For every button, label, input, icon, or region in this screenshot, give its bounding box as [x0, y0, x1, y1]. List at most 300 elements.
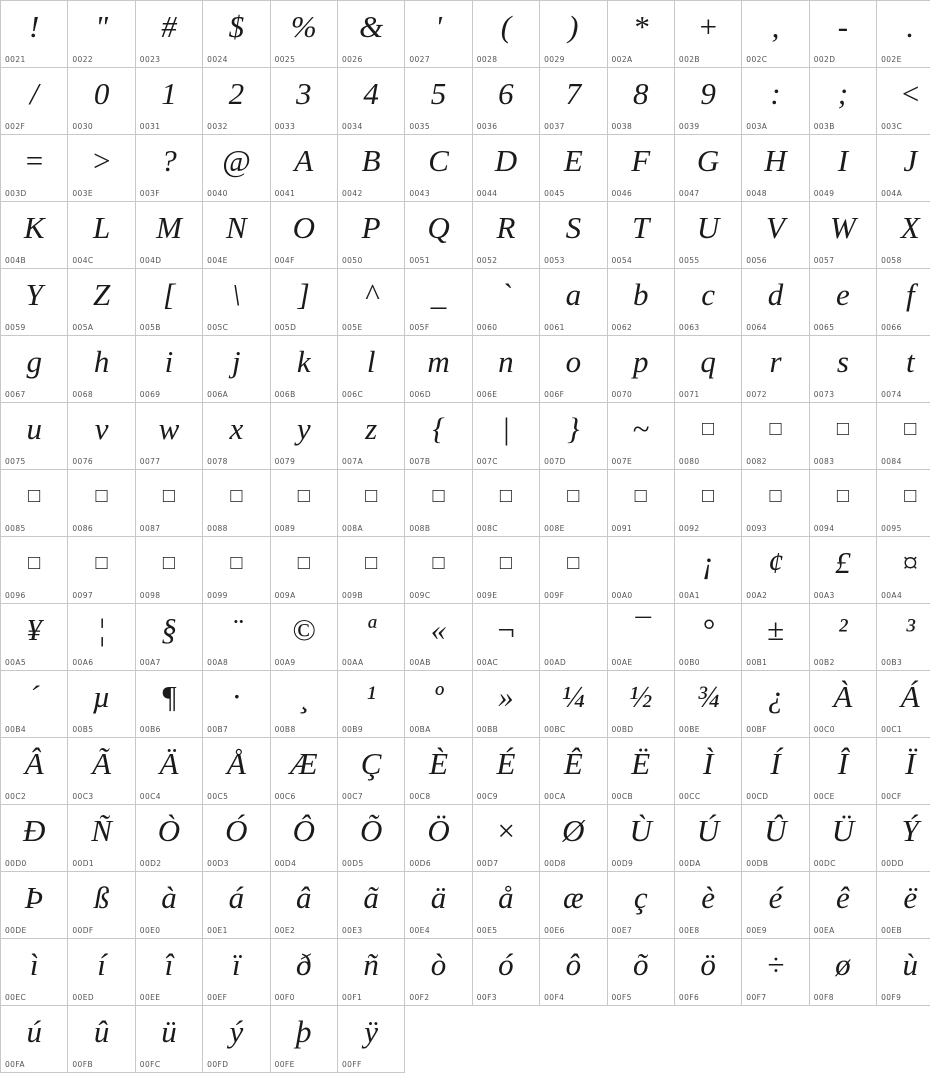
glyph-cell[interactable] [674, 135, 741, 202]
glyph-cell[interactable] [472, 738, 539, 805]
glyph-sample: V [742, 204, 808, 252]
glyph-codepoint: 00E2 [275, 926, 296, 935]
glyph-cell[interactable] [135, 1006, 202, 1073]
glyph-cell[interactable] [68, 738, 135, 805]
glyph-cell[interactable] [674, 604, 741, 671]
glyph-codepoint: 00B8 [275, 725, 296, 734]
glyph-sample: Ñ [68, 807, 134, 855]
glyph-sample: ¡ [675, 539, 741, 587]
glyph-cell[interactable] [742, 872, 809, 939]
glyph-cell[interactable] [607, 68, 674, 135]
glyph-cell[interactable] [270, 68, 337, 135]
glyph-cell[interactable] [270, 1006, 337, 1073]
glyph-cell[interactable] [540, 135, 607, 202]
glyph-cell[interactable] [68, 805, 135, 872]
glyph-sample: 1 [136, 70, 202, 118]
glyph-cell[interactable] [270, 671, 337, 738]
glyph-cell[interactable] [68, 68, 135, 135]
glyph-codepoint: 0034 [342, 122, 363, 131]
glyph-sample: º [405, 673, 471, 721]
glyph-cell[interactable] [540, 68, 607, 135]
glyph-sample: = [1, 137, 67, 185]
glyph-cell[interactable] [135, 738, 202, 805]
glyph-cell[interactable] [877, 68, 930, 135]
glyph-sample: F [608, 137, 674, 185]
glyph-cell[interactable] [68, 1, 135, 68]
glyph-cell[interactable] [1, 805, 68, 872]
glyph-cell[interactable] [68, 872, 135, 939]
glyph-cell[interactable] [472, 202, 539, 269]
glyph-cell[interactable] [203, 1006, 270, 1073]
glyph-sample: â [271, 874, 337, 922]
glyph-cell[interactable] [1, 1006, 68, 1073]
glyph-cell[interactable] [540, 872, 607, 939]
glyph-cell[interactable] [203, 671, 270, 738]
glyph-cell[interactable] [809, 671, 876, 738]
notdef-box-icon: □ [405, 539, 471, 587]
glyph-codepoint: 009A [275, 591, 296, 600]
glyph-cell[interactable] [674, 939, 741, 1006]
glyph-cell[interactable] [405, 68, 472, 135]
glyph-cell[interactable] [337, 68, 404, 135]
glyph-cell[interactable] [270, 1, 337, 68]
glyph-cell[interactable] [203, 939, 270, 1006]
glyph-cell[interactable] [337, 738, 404, 805]
glyph-cell[interactable] [742, 671, 809, 738]
glyph-cell[interactable] [337, 470, 404, 537]
glyph-cell[interactable] [472, 537, 539, 604]
glyph-row [1, 805, 930, 872]
glyph-codepoint: 0078 [207, 457, 228, 466]
glyph-cell[interactable] [405, 470, 472, 537]
glyph-cell[interactable] [405, 939, 472, 1006]
glyph-cell[interactable] [809, 403, 876, 470]
glyph-cell[interactable] [674, 872, 741, 939]
notdef-box-icon: □ [136, 539, 202, 587]
glyph-cell[interactable] [68, 604, 135, 671]
glyph-sample: Õ [338, 807, 404, 855]
glyph-codepoint: 0093 [746, 524, 767, 533]
glyph-cell[interactable] [877, 939, 930, 1006]
glyph-cell[interactable] [337, 1, 404, 68]
glyph-cell[interactable] [405, 604, 472, 671]
glyph-sample: a [540, 271, 606, 319]
glyph-cell[interactable] [607, 470, 674, 537]
glyph-cell[interactable] [877, 1, 930, 68]
glyph-codepoint: 0089 [275, 524, 296, 533]
glyph-cell[interactable] [809, 738, 876, 805]
glyph-codepoint: 00BC [544, 725, 565, 734]
glyph-cell[interactable] [877, 336, 930, 403]
glyph-cell[interactable] [809, 537, 876, 604]
glyph-cell[interactable] [270, 135, 337, 202]
glyph-cell[interactable] [742, 738, 809, 805]
glyph-codepoint: 00D1 [72, 859, 94, 868]
glyph-cell[interactable] [135, 537, 202, 604]
glyph-cell[interactable] [337, 336, 404, 403]
glyph-sample: Z [68, 271, 134, 319]
glyph-cell[interactable] [472, 805, 539, 872]
glyph-cell[interactable] [337, 269, 404, 336]
glyph-cell[interactable] [809, 269, 876, 336]
glyph-sample: Å [203, 740, 269, 788]
glyph-cell[interactable] [877, 269, 930, 336]
glyph-cell[interactable] [68, 135, 135, 202]
glyph-cell[interactable] [203, 135, 270, 202]
glyph-cell[interactable] [809, 135, 876, 202]
glyph-cell[interactable] [607, 403, 674, 470]
glyph-cell[interactable] [405, 269, 472, 336]
glyph-sample: t [877, 338, 930, 386]
glyph-cell[interactable] [472, 470, 539, 537]
glyph-cell[interactable] [1, 738, 68, 805]
glyph-cell[interactable] [809, 604, 876, 671]
glyph-cell[interactable] [674, 805, 741, 872]
glyph-sample: D [473, 137, 539, 185]
notdef-box-icon: □ [473, 472, 539, 520]
glyph-cell[interactable] [607, 135, 674, 202]
glyph-cell[interactable] [472, 604, 539, 671]
glyph-sample: ¦ [68, 606, 134, 654]
glyph-cell[interactable] [742, 805, 809, 872]
glyph-cell[interactable] [405, 671, 472, 738]
glyph-cell[interactable] [472, 336, 539, 403]
glyph-cell[interactable] [809, 470, 876, 537]
glyph-cell[interactable] [607, 805, 674, 872]
glyph-sample: ¼ [540, 673, 606, 721]
glyph-cell[interactable] [540, 537, 607, 604]
glyph-cell[interactable] [203, 872, 270, 939]
glyph-cell[interactable] [135, 68, 202, 135]
glyph-cell[interactable] [135, 135, 202, 202]
glyph-cell[interactable] [472, 403, 539, 470]
glyph-cell[interactable] [540, 671, 607, 738]
notdef-box-icon: □ [203, 539, 269, 587]
glyph-cell[interactable] [877, 872, 930, 939]
glyph-cell[interactable] [405, 1, 472, 68]
glyph-cell[interactable] [270, 872, 337, 939]
glyph-sample: ú [1, 1008, 67, 1056]
glyph-cell[interactable] [674, 738, 741, 805]
glyph-cell[interactable] [674, 671, 741, 738]
glyph-cell[interactable] [742, 939, 809, 1006]
glyph-sample: ! [1, 3, 67, 51]
glyph-sample: Ê [540, 740, 606, 788]
glyph-codepoint: 0040 [207, 189, 228, 198]
glyph-codepoint: 007B [409, 457, 430, 466]
glyph-cell[interactable] [1, 537, 68, 604]
glyph-cell[interactable] [68, 269, 135, 336]
glyph-cell[interactable] [270, 470, 337, 537]
glyph-cell[interactable] [742, 68, 809, 135]
glyph-cell[interactable] [135, 604, 202, 671]
glyph-codepoint: 0057 [814, 256, 835, 265]
glyph-cell[interactable] [472, 939, 539, 1006]
glyph-cell[interactable] [809, 1, 876, 68]
glyph-sample: È [405, 740, 471, 788]
glyph-cell[interactable] [877, 805, 930, 872]
glyph-row [1, 872, 930, 939]
glyph-cell[interactable] [809, 805, 876, 872]
glyph-sample: e [810, 271, 876, 319]
glyph-cell[interactable] [540, 470, 607, 537]
glyph-codepoint: 00E6 [544, 926, 565, 935]
glyph-sample: £ [810, 539, 876, 587]
glyph-cell[interactable] [607, 336, 674, 403]
glyph-cell[interactable] [742, 470, 809, 537]
glyph-cell[interactable] [877, 403, 930, 470]
glyph-cell[interactable] [135, 470, 202, 537]
glyph-cell[interactable] [540, 202, 607, 269]
glyph-cell[interactable] [674, 336, 741, 403]
glyph-codepoint: 0022 [72, 55, 93, 64]
glyph-codepoint: 0087 [140, 524, 161, 533]
glyph-cell[interactable] [472, 671, 539, 738]
glyph-cell[interactable] [68, 470, 135, 537]
glyph-cell[interactable] [68, 336, 135, 403]
glyph-codepoint: 00FF [342, 1060, 362, 1069]
glyph-cell[interactable] [1, 403, 68, 470]
glyph-cell[interactable] [405, 738, 472, 805]
glyph-sample: 6 [473, 70, 539, 118]
glyph-cell[interactable] [337, 135, 404, 202]
glyph-cell[interactable] [337, 805, 404, 872]
glyph-cell[interactable] [809, 202, 876, 269]
glyph-sample: ° [675, 606, 741, 654]
glyph-cell[interactable] [337, 604, 404, 671]
glyph-cell[interactable] [337, 537, 404, 604]
glyph-cell[interactable] [877, 738, 930, 805]
glyph-sample: B [338, 137, 404, 185]
glyph-cell[interactable] [472, 68, 539, 135]
glyph-cell[interactable] [270, 604, 337, 671]
glyph-sample: ± [742, 606, 808, 654]
glyph-cell[interactable] [270, 537, 337, 604]
glyph-cell[interactable] [607, 202, 674, 269]
glyph-cell[interactable] [337, 872, 404, 939]
glyph-codepoint: 00C6 [275, 792, 296, 801]
glyph-cell[interactable] [472, 269, 539, 336]
glyph-cell[interactable] [742, 135, 809, 202]
glyph-cell[interactable] [607, 671, 674, 738]
glyph-sample: 9 [675, 70, 741, 118]
glyph-cell[interactable] [1, 939, 68, 1006]
glyph-cell[interactable] [337, 1006, 404, 1073]
glyph-codepoint: 00B3 [881, 658, 902, 667]
glyph-sample: ð [271, 941, 337, 989]
glyph-cell[interactable] [877, 202, 930, 269]
glyph-cell[interactable] [472, 1, 539, 68]
glyph-codepoint: 009E [477, 591, 498, 600]
glyph-cell[interactable] [1, 68, 68, 135]
glyph-cell[interactable] [270, 336, 337, 403]
glyph-codepoint: 0079 [275, 457, 296, 466]
glyph-cell[interactable] [270, 202, 337, 269]
glyph-cell[interactable] [203, 202, 270, 269]
glyph-cell[interactable] [1, 202, 68, 269]
glyph-sample: Ï [877, 740, 930, 788]
glyph-cell[interactable] [607, 269, 674, 336]
glyph-cell[interactable] [742, 336, 809, 403]
glyph-cell[interactable] [135, 269, 202, 336]
glyph-sample: ì [1, 941, 67, 989]
glyph-cell[interactable] [203, 403, 270, 470]
glyph-cell[interactable] [742, 1, 809, 68]
glyph-cell[interactable] [540, 604, 607, 671]
glyph-cell[interactable] [405, 135, 472, 202]
glyph-cell[interactable] [674, 202, 741, 269]
glyph-sample: ¾ [675, 673, 741, 721]
glyph-cell[interactable] [270, 403, 337, 470]
notdef-box-icon: □ [136, 472, 202, 520]
glyph-cell[interactable] [809, 68, 876, 135]
glyph-cell[interactable] [405, 403, 472, 470]
glyph-cell[interactable] [203, 604, 270, 671]
glyph-codepoint: 0063 [679, 323, 700, 332]
glyph-cell[interactable] [674, 537, 741, 604]
glyph-codepoint: 00E0 [140, 926, 161, 935]
glyph-cell[interactable] [540, 336, 607, 403]
glyph-cell[interactable] [540, 1, 607, 68]
glyph-cell[interactable] [607, 537, 674, 604]
glyph-cell[interactable] [1, 135, 68, 202]
glyph-cell[interactable] [1, 671, 68, 738]
glyph-cell[interactable] [203, 470, 270, 537]
glyph-cell[interactable] [270, 738, 337, 805]
glyph-cell[interactable] [607, 939, 674, 1006]
glyph-cell[interactable] [270, 805, 337, 872]
notdef-box-icon: □ [540, 539, 606, 587]
glyph-cell[interactable] [68, 537, 135, 604]
glyph-cell[interactable] [674, 470, 741, 537]
glyph-codepoint: 00F2 [409, 993, 429, 1002]
glyph-cell[interactable] [203, 537, 270, 604]
glyph-cell[interactable] [540, 403, 607, 470]
glyph-cell[interactable] [472, 872, 539, 939]
glyph-cell[interactable] [1, 336, 68, 403]
empty-slot [742, 1006, 809, 1073]
glyph-cell[interactable] [337, 939, 404, 1006]
glyph-cell[interactable] [742, 537, 809, 604]
glyph-cell[interactable] [877, 135, 930, 202]
glyph-cell[interactable] [472, 135, 539, 202]
glyph-cell[interactable] [203, 1, 270, 68]
glyph-codepoint: 00C5 [207, 792, 228, 801]
glyph-sample: ¬ [473, 606, 539, 654]
glyph-cell[interactable] [135, 336, 202, 403]
glyph-sample: ê [810, 874, 876, 922]
glyph-cell[interactable] [405, 336, 472, 403]
glyph-cell[interactable] [877, 537, 930, 604]
glyph-cell[interactable] [135, 202, 202, 269]
glyph-cell[interactable] [405, 202, 472, 269]
glyph-cell[interactable] [742, 269, 809, 336]
glyph-cell[interactable] [540, 805, 607, 872]
glyph-cell[interactable] [540, 738, 607, 805]
glyph-sample: ò [405, 941, 471, 989]
glyph-cell[interactable] [540, 939, 607, 1006]
glyph-sample: { [405, 405, 471, 453]
glyph-cell[interactable] [203, 269, 270, 336]
glyph-cell[interactable] [674, 269, 741, 336]
glyph-cell[interactable] [135, 1, 202, 68]
glyph-cell[interactable] [203, 68, 270, 135]
glyph-cell[interactable] [674, 403, 741, 470]
glyph-cell[interactable] [809, 872, 876, 939]
glyph-cell[interactable] [742, 202, 809, 269]
glyph-sample: L [68, 204, 134, 252]
glyph-codepoint: 0053 [544, 256, 565, 265]
glyph-codepoint: 00F3 [477, 993, 497, 1002]
glyph-codepoint: 00C8 [409, 792, 430, 801]
glyph-cell[interactable] [1, 470, 68, 537]
glyph-cell[interactable] [1, 1, 68, 68]
glyph-cell[interactable] [405, 537, 472, 604]
glyph-cell[interactable] [742, 604, 809, 671]
glyph-codepoint: 00A8 [207, 658, 228, 667]
glyph-cell[interactable] [68, 939, 135, 1006]
glyph-cell[interactable] [203, 805, 270, 872]
glyph-cell[interactable] [270, 269, 337, 336]
glyph-codepoint: 0080 [679, 457, 700, 466]
glyph-cell[interactable] [877, 470, 930, 537]
glyph-cell[interactable] [607, 872, 674, 939]
glyph-codepoint: 0032 [207, 122, 228, 131]
glyph-cell[interactable] [135, 403, 202, 470]
glyph-cell[interactable] [674, 68, 741, 135]
glyph-codepoint: 004C [72, 256, 93, 265]
glyph-codepoint: 00FA [5, 1060, 25, 1069]
glyph-sample: Ý [877, 807, 930, 855]
glyph-cell[interactable] [337, 671, 404, 738]
glyph-cell[interactable] [607, 1, 674, 68]
glyph-cell[interactable] [135, 805, 202, 872]
glyph-cell[interactable] [742, 403, 809, 470]
glyph-codepoint: 002E [881, 55, 902, 64]
glyph-cell[interactable] [270, 939, 337, 1006]
glyph-sample: ´ [1, 673, 67, 721]
glyph-codepoint: 00EE [140, 993, 161, 1002]
glyph-cell[interactable] [877, 604, 930, 671]
glyph-cell[interactable] [540, 269, 607, 336]
glyph-cell[interactable] [203, 336, 270, 403]
glyph-cell[interactable] [809, 336, 876, 403]
glyph-cell[interactable] [405, 805, 472, 872]
glyph-cell[interactable] [809, 939, 876, 1006]
glyph-cell[interactable] [607, 604, 674, 671]
glyph-cell[interactable] [68, 403, 135, 470]
glyph-cell[interactable] [135, 939, 202, 1006]
glyph-sample [540, 606, 606, 654]
glyph-cell[interactable] [405, 872, 472, 939]
glyph-cell[interactable] [68, 671, 135, 738]
glyph-sample: Í [742, 740, 808, 788]
glyph-cell[interactable] [135, 671, 202, 738]
glyph-cell[interactable] [337, 403, 404, 470]
glyph-cell[interactable] [1, 872, 68, 939]
glyph-cell[interactable] [135, 872, 202, 939]
glyph-cell[interactable] [1, 269, 68, 336]
glyph-cell[interactable] [68, 1006, 135, 1073]
glyph-cell[interactable] [1, 604, 68, 671]
glyph-cell[interactable] [674, 1, 741, 68]
glyph-cell[interactable] [607, 738, 674, 805]
glyph-cell[interactable] [68, 202, 135, 269]
glyph-sample: ö [675, 941, 741, 989]
glyph-cell[interactable] [337, 202, 404, 269]
glyph-cell[interactable] [203, 738, 270, 805]
glyph-cell[interactable] [877, 671, 930, 738]
